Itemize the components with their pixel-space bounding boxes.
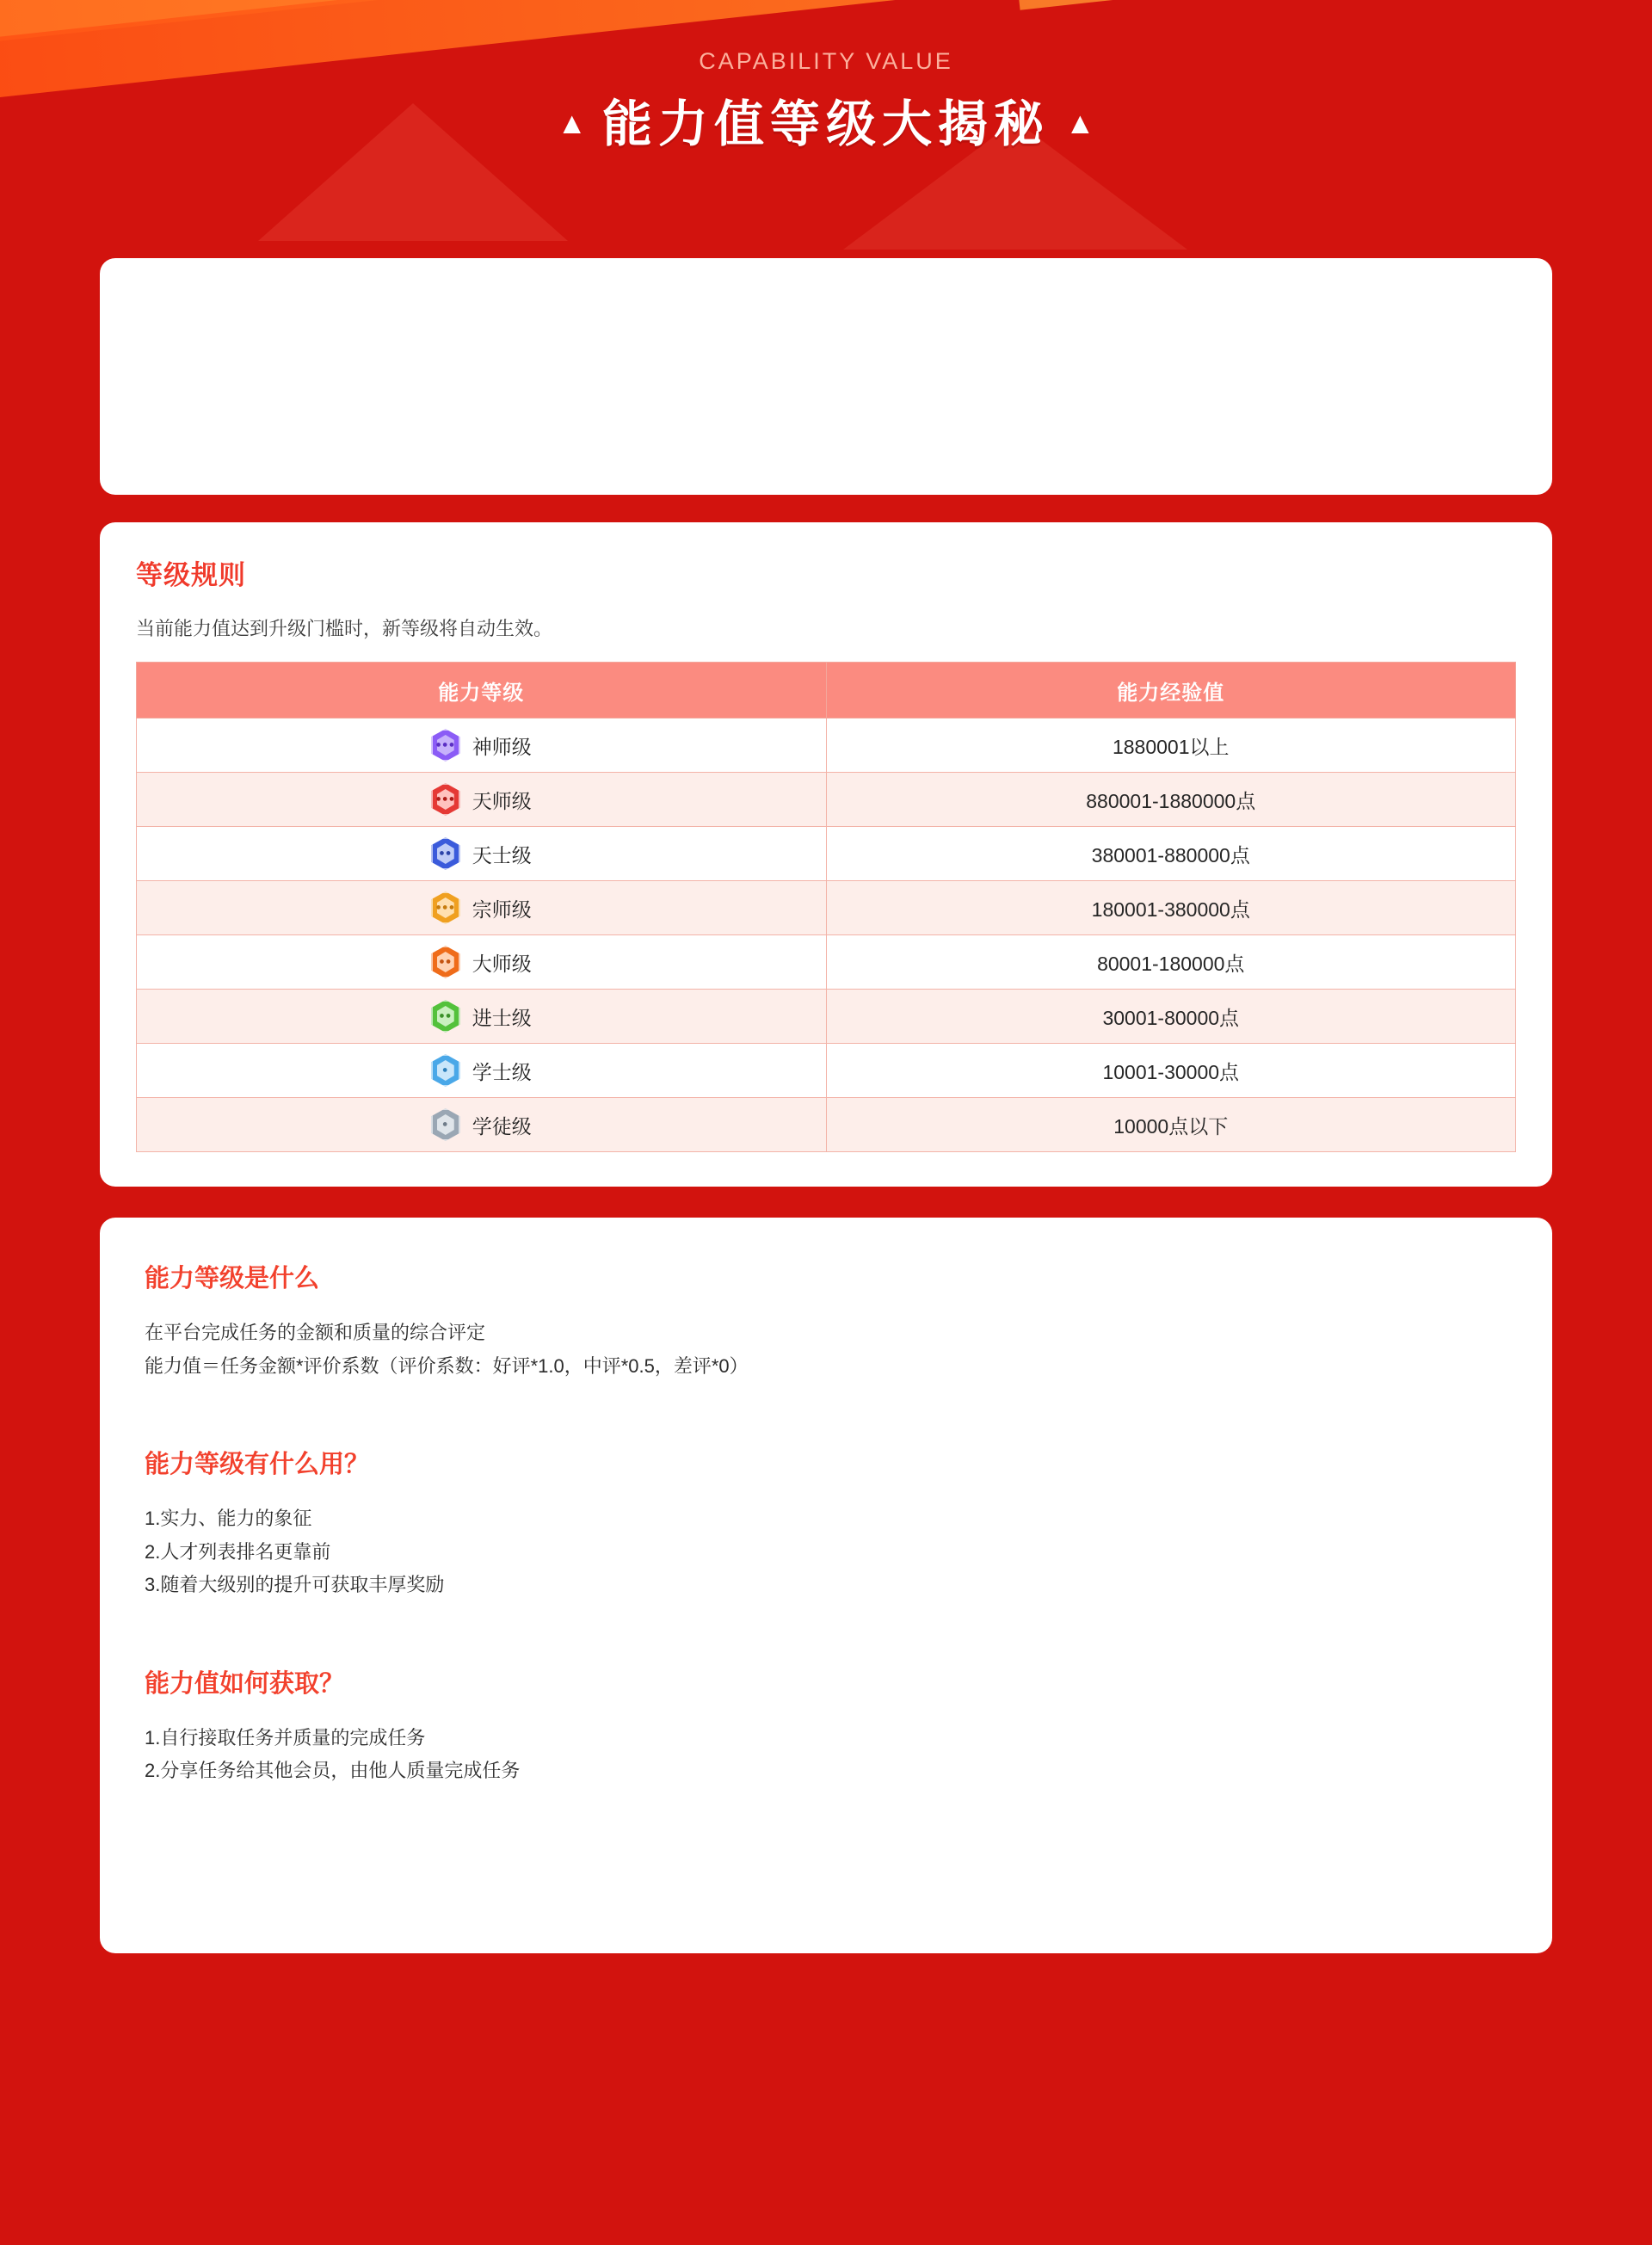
faq-title-what-is: 能力等级是什么 bbox=[145, 1265, 320, 1292]
table-row bbox=[137, 935, 1516, 990]
page-header bbox=[0, 0, 1652, 258]
faq-card bbox=[100, 1218, 1552, 1953]
faq-title-what-for: 能力等级有什么用？ bbox=[145, 1451, 370, 1478]
levels-table-header-row bbox=[137, 663, 1516, 719]
faq-body-what-is bbox=[145, 1317, 1507, 1383]
level-cell bbox=[137, 773, 827, 827]
rank-badge-icon: ●● bbox=[431, 1000, 460, 1033]
exp-cell: 10001-30000点 bbox=[826, 1044, 1516, 1098]
rules-note: 当前能力值达到升级门槛时，新等级将自动生效。 bbox=[136, 618, 553, 639]
table-row bbox=[137, 773, 1516, 827]
level-name: 神师级 bbox=[472, 735, 532, 758]
table-row bbox=[137, 1098, 1516, 1152]
faq-line: 1.实力、能力的象征 bbox=[145, 1508, 312, 1529]
table-row bbox=[137, 827, 1516, 881]
rank-badge-icon: ●●● bbox=[431, 891, 460, 924]
levels-table-head bbox=[137, 663, 1516, 719]
header-subtitle: CAPABILITY VALUE bbox=[699, 48, 953, 74]
rank-badge-icon: ●●● bbox=[431, 783, 460, 816]
level-cell bbox=[137, 990, 827, 1044]
triangle-left-icon: ▲ bbox=[557, 106, 587, 140]
level-cell bbox=[137, 719, 827, 773]
level-cell bbox=[137, 1044, 827, 1098]
exp-cell: 1880001以上 bbox=[826, 719, 1516, 773]
faq-line: 在平台完成任务的金额和质量的综合评定 bbox=[145, 1322, 486, 1343]
rank-badge-icon: ● bbox=[431, 1054, 460, 1087]
level-name: 学士级 bbox=[472, 1060, 532, 1083]
column-header-exp: 能力经验值 bbox=[826, 663, 1516, 719]
levels-table bbox=[136, 662, 1516, 1152]
table-row bbox=[137, 881, 1516, 935]
level-cell bbox=[137, 1098, 827, 1152]
exp-cell: 180001-380000点 bbox=[826, 881, 1516, 935]
levels-table-body bbox=[137, 719, 1516, 1152]
rank-badge-icon: ●● bbox=[431, 837, 460, 870]
exp-cell: 80001-180000点 bbox=[826, 935, 1516, 990]
faq-line: 2.分享任务给其他会员，由他人质量完成任务 bbox=[145, 1760, 521, 1781]
exp-cell: 10000点以下 bbox=[826, 1098, 1516, 1152]
level-cell bbox=[137, 827, 827, 881]
faq-title-how-to-get: 能力值如何获取？ bbox=[145, 1669, 345, 1698]
rank-badge-icon: ●● bbox=[431, 946, 460, 978]
level-rules-card bbox=[100, 522, 1552, 1187]
table-row bbox=[137, 990, 1516, 1044]
faq-line: 3.随着大级别的提升可获取丰厚奖励 bbox=[145, 1574, 445, 1595]
faq-line: 能力值＝任务金额*评价系数（评价系数：好评*1.0，中评*0.5，差评*0） bbox=[145, 1354, 749, 1377]
triangle-right-icon: ▲ bbox=[1065, 106, 1095, 140]
level-name: 大师级 bbox=[472, 952, 532, 975]
level-cell bbox=[137, 935, 827, 990]
faq-body-how-to-get bbox=[145, 1722, 1507, 1788]
table-row bbox=[137, 719, 1516, 773]
faq-line: 2.人才列表排名更靠前 bbox=[145, 1540, 331, 1563]
level-name: 宗师级 bbox=[472, 897, 532, 921]
rules-section-title: 等级规则 bbox=[136, 560, 246, 590]
level-name: 学徒级 bbox=[472, 1114, 532, 1138]
exp-cell: 380001-880000点 bbox=[826, 827, 1516, 881]
column-header-level: 能力等级 bbox=[137, 663, 827, 719]
rank-badge-icon: ●●● bbox=[431, 729, 460, 762]
level-name: 进士级 bbox=[472, 1006, 532, 1029]
level-cell bbox=[137, 881, 827, 935]
table-row bbox=[137, 1044, 1516, 1098]
exp-cell: 880001-1880000点 bbox=[826, 773, 1516, 827]
decorative-band-accent bbox=[1015, 0, 1652, 10]
exp-cell: 30001-80000点 bbox=[826, 990, 1516, 1044]
rank-badge-icon: ● bbox=[431, 1108, 460, 1141]
header-text-block bbox=[0, 48, 1652, 156]
faq-line: 1.自行接取任务并质量的完成任务 bbox=[145, 1726, 426, 1749]
faq-body-what-for bbox=[145, 1502, 1507, 1602]
page-bottom-spacer bbox=[0, 1953, 1652, 2143]
top-blank-card bbox=[100, 258, 1552, 495]
level-name: 天士级 bbox=[472, 843, 532, 867]
level-name: 天师级 bbox=[472, 789, 532, 812]
header-title-row bbox=[0, 83, 1652, 156]
page-title: 能力值等级大揭秘 bbox=[601, 96, 1050, 152]
